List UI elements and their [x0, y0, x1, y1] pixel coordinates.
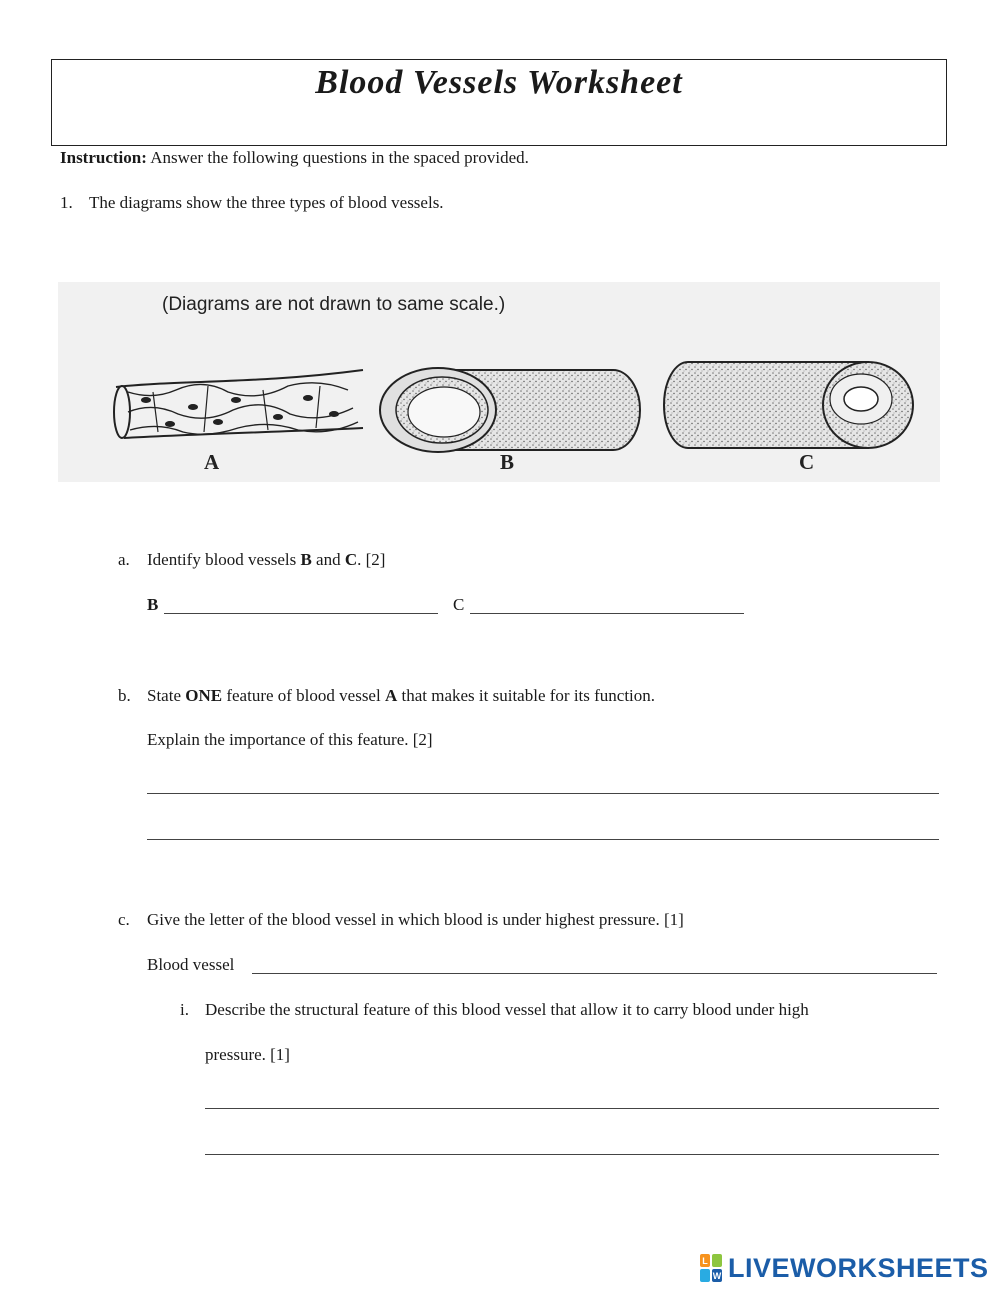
part-b-text-3: that makes it suitable for its function.	[397, 686, 656, 705]
artery-c-drawing	[664, 362, 913, 448]
sub-i-line-2: pressure. [1]	[205, 1045, 290, 1064]
sub-i-numeral: i.	[180, 1000, 189, 1019]
part-b-text-2: feature of blood vessel	[222, 686, 385, 705]
part-b-line-2: Explain the importance of this feature. [2]	[147, 730, 433, 749]
part-c-letter: c.	[118, 910, 130, 929]
part-a-bold-c: C	[344, 550, 358, 569]
sub-i-line-1: Describe the structural feature of this blood vessel that allow it to carry blood under high	[205, 1000, 809, 1019]
question-1-number: 1.	[60, 193, 73, 212]
part-b-bold-a: A	[384, 686, 398, 705]
part-a-text-3: . [2]	[357, 550, 386, 569]
answer-c-input[interactable]	[470, 613, 744, 614]
part-c-question: Give the letter of the blood vessel in which blood is under highest pressure. [1]	[147, 910, 684, 929]
answer-b-label: B	[147, 595, 159, 614]
diagram-label-a: A	[204, 450, 220, 474]
page-title: Blood Vessels Worksheet	[315, 64, 683, 101]
part-b-answer-line-2[interactable]	[147, 839, 939, 840]
part-a-answer-b-label	[147, 595, 158, 615]
brand-name: LIVEWORKSHEETS	[728, 1252, 989, 1283]
sub-i-answer-line-2[interactable]	[205, 1154, 939, 1155]
part-a-text-1: Identify blood vessels	[147, 550, 301, 569]
question-1-text: The diagrams show the three types of blood vessels.	[89, 193, 444, 212]
part-a-bold-b: B	[300, 550, 312, 569]
part-c-answer-label: Blood vessel	[147, 955, 235, 974]
capillary-a-drawing	[114, 370, 363, 438]
instruction	[60, 148, 529, 168]
part-b-text-1: State	[147, 686, 186, 705]
liveworksheets-logo-icon	[700, 1254, 722, 1282]
part-a-answer-c-label: C	[453, 595, 465, 614]
logo-letter-w: W	[712, 1271, 722, 1281]
title-box	[51, 59, 947, 146]
part-a-question	[147, 550, 385, 570]
liveworksheets-logo	[700, 1253, 989, 1283]
vein-b-drawing	[380, 368, 640, 452]
blood-vessels-diagram	[58, 282, 940, 482]
sub-i-answer-line-1[interactable]	[205, 1108, 939, 1109]
part-b-letter: b.	[118, 686, 131, 705]
part-b-question	[147, 686, 655, 706]
diagram-label-c: C	[799, 450, 815, 474]
part-a-letter: a.	[118, 550, 130, 569]
part-b-bold-one: ONE	[185, 686, 223, 705]
instruction-label: Instruction:	[60, 148, 147, 167]
answer-b-input[interactable]	[164, 613, 438, 614]
diagram-caption: (Diagrams are not drawn to same scale.)	[162, 294, 506, 315]
logo-letter-l: L	[702, 1256, 708, 1266]
part-b-answer-line-1[interactable]	[147, 793, 939, 794]
diagram-label-b: B	[500, 450, 515, 474]
instruction-text: Answer the following questions in the spaced provided.	[146, 148, 529, 167]
blood-vessel-answer-input[interactable]	[252, 973, 937, 974]
part-a-text-2: and	[311, 550, 345, 569]
